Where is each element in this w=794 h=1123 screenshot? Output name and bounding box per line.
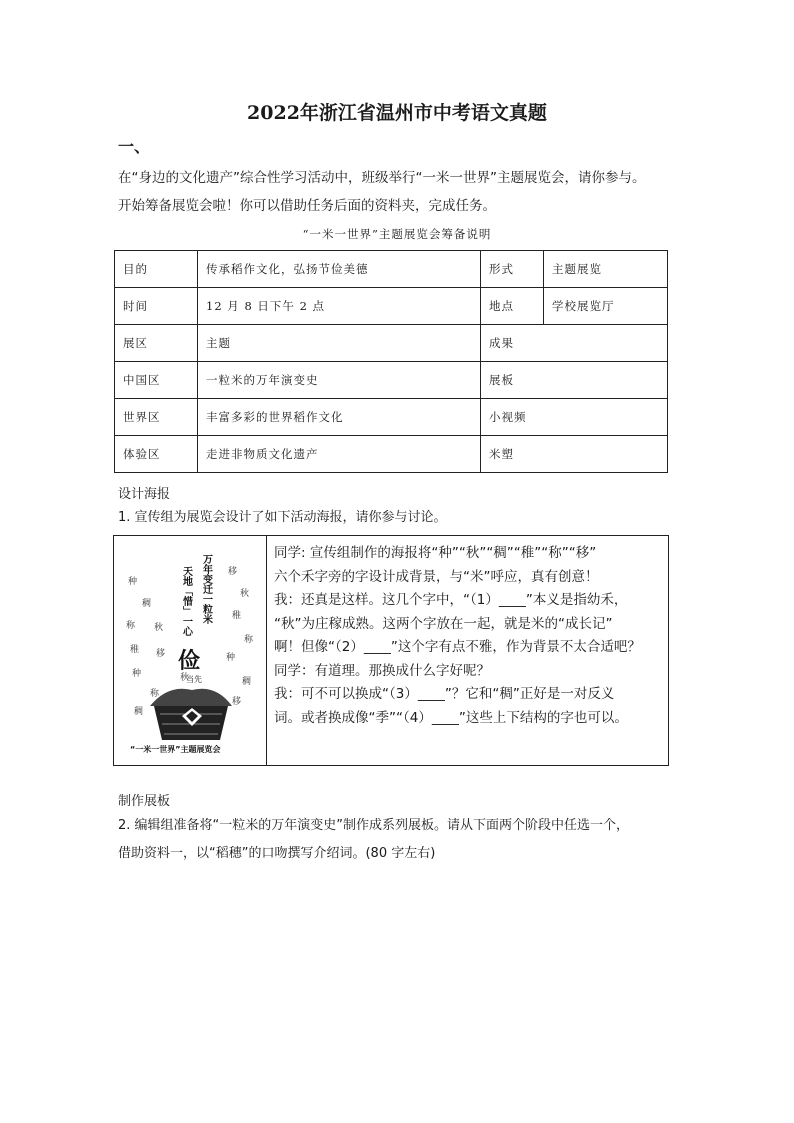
- poster-bg-char: 秋: [180, 673, 190, 683]
- table-cell: 主题: [198, 325, 481, 362]
- table-cell: 主题展览: [544, 251, 668, 288]
- table-row: [115, 325, 668, 362]
- page-title: 2022年浙江省温州市中考语文真题: [247, 102, 547, 124]
- dialogue: [274, 542, 666, 730]
- table-cell: 目的: [115, 251, 198, 288]
- poster-bg-char: 称: [150, 689, 160, 699]
- dialogue-line: 同学：有道理。那换成什么字好呢？: [274, 662, 490, 679]
- table-cell: 中国区: [115, 362, 198, 399]
- table-cell: 形式: [481, 251, 544, 288]
- poster-small-char: 当先: [186, 675, 202, 684]
- poster-slogan-2: 天地「惜」一心: [180, 566, 192, 636]
- table-cell: 学校展览厅: [544, 288, 668, 325]
- table-cell: 体验区: [115, 436, 198, 473]
- poster-bg-char: 稠: [134, 707, 144, 717]
- dialogue-line: 六个禾字旁的字设计成背景，与“米”呼应，真有创意！: [274, 568, 599, 585]
- table-cell: 走进非物质文化遗产: [198, 436, 481, 473]
- table-cell: 展区: [115, 325, 198, 362]
- table-row: [115, 362, 668, 399]
- dialogue-line: 词。或者换成像“季”“（4）____”这些上下结构的字也可以。: [274, 709, 628, 726]
- poster-bg-char: 移: [156, 649, 166, 659]
- poster-big-char: 俭: [178, 649, 201, 674]
- poster-bg-char: 移: [232, 697, 242, 707]
- table-row: [115, 251, 668, 288]
- poster-bg-char: 稚: [130, 645, 140, 655]
- dialogue-line: 我：可不可以换成“（3）____”？它和“稠”正好是一对反义: [274, 686, 615, 702]
- table-cell: 时间: [115, 288, 198, 325]
- table-cell: 一粒米的万年演变史: [198, 362, 481, 399]
- intro-line-2: 开始筹备展览会啦！你可以借助任务后面的资料夹，完成任务。: [118, 198, 496, 214]
- poster-discussion-box: [113, 535, 669, 766]
- table-cell: 展板: [481, 362, 668, 399]
- board-heading: 制作展板: [118, 794, 171, 809]
- poster-bg-char: 种: [132, 669, 142, 679]
- poster-bg-char: 稠: [142, 599, 152, 609]
- poster-bg-char: 种: [226, 653, 236, 663]
- intro-line-1: 在“身边的文化遗产”综合性学习活动中，班级举行“一米一世界”主题展览会，请你参与。: [118, 170, 646, 186]
- poster-bg-char: 秋: [154, 623, 164, 633]
- table-cell: 传承稻作文化，弘扬节俭美德: [198, 251, 481, 288]
- poster-bg-char: 种: [128, 577, 138, 587]
- dialogue-line: 我：还真是这样。这几个字中，“（1）____”本义是指幼禾，: [274, 592, 628, 608]
- poster-slogan-1: 万年变迁一粒米: [200, 554, 212, 624]
- table-row: [115, 399, 668, 436]
- poster-bg-char: 称: [244, 635, 254, 645]
- poster-bg-char: 稠: [242, 677, 252, 687]
- poster-heading: 设计海报: [118, 487, 171, 502]
- section-number: 一、: [118, 137, 151, 156]
- table-cell: 成果: [481, 325, 668, 362]
- prep-table: [114, 250, 668, 473]
- table-row: [115, 288, 668, 325]
- table-cell: 12 月 8 日下午 2 点: [198, 288, 481, 325]
- poster-image: [114, 536, 267, 765]
- table-row: [115, 436, 668, 473]
- poster-bg-char: 稚: [232, 611, 242, 621]
- dialogue-line: “秋”为庄稼成熟。这两个字放在一起，就是米的“成长记”: [274, 615, 613, 632]
- poster-bg-char: 称: [126, 621, 136, 631]
- table-cell: 丰富多彩的世界稻作文化: [198, 399, 481, 436]
- dialogue-line: 啊！但像“（2）____”这个字有点不雅，作为背景不太合适吧？: [274, 639, 641, 655]
- dialogue-line: 同学: 宣传组制作的海报将“种”“秋”“稠”“稚”“称”“移”: [274, 545, 597, 561]
- poster-bg-char: 移: [228, 567, 238, 577]
- table-cell: 米塑: [481, 436, 668, 473]
- poster-bg-char: 秋: [240, 589, 250, 599]
- table-cell: 地点: [481, 288, 544, 325]
- question-1: 1. 宣传组为展览会设计了如下活动海报，请你参与讨论。: [118, 510, 447, 525]
- question-2-line-2: 借助资料一，以“稻穗”的口吻撰写介绍词。(80 字左右): [118, 846, 436, 861]
- table-caption: “一米一世界”主题展览会筹备说明: [302, 227, 492, 241]
- poster-footer: “一米一世界”主题展览会: [130, 745, 221, 754]
- table-cell: 小视频: [481, 399, 668, 436]
- question-2-line-1: 2. 编辑组准备将“一粒米的万年演变史”制作成系列展板。请从下面两个阶段中任选一个，: [118, 818, 630, 833]
- rice-basket-illustration: [150, 689, 232, 740]
- table-cell: 世界区: [115, 399, 198, 436]
- poster-graphic: [120, 544, 260, 758]
